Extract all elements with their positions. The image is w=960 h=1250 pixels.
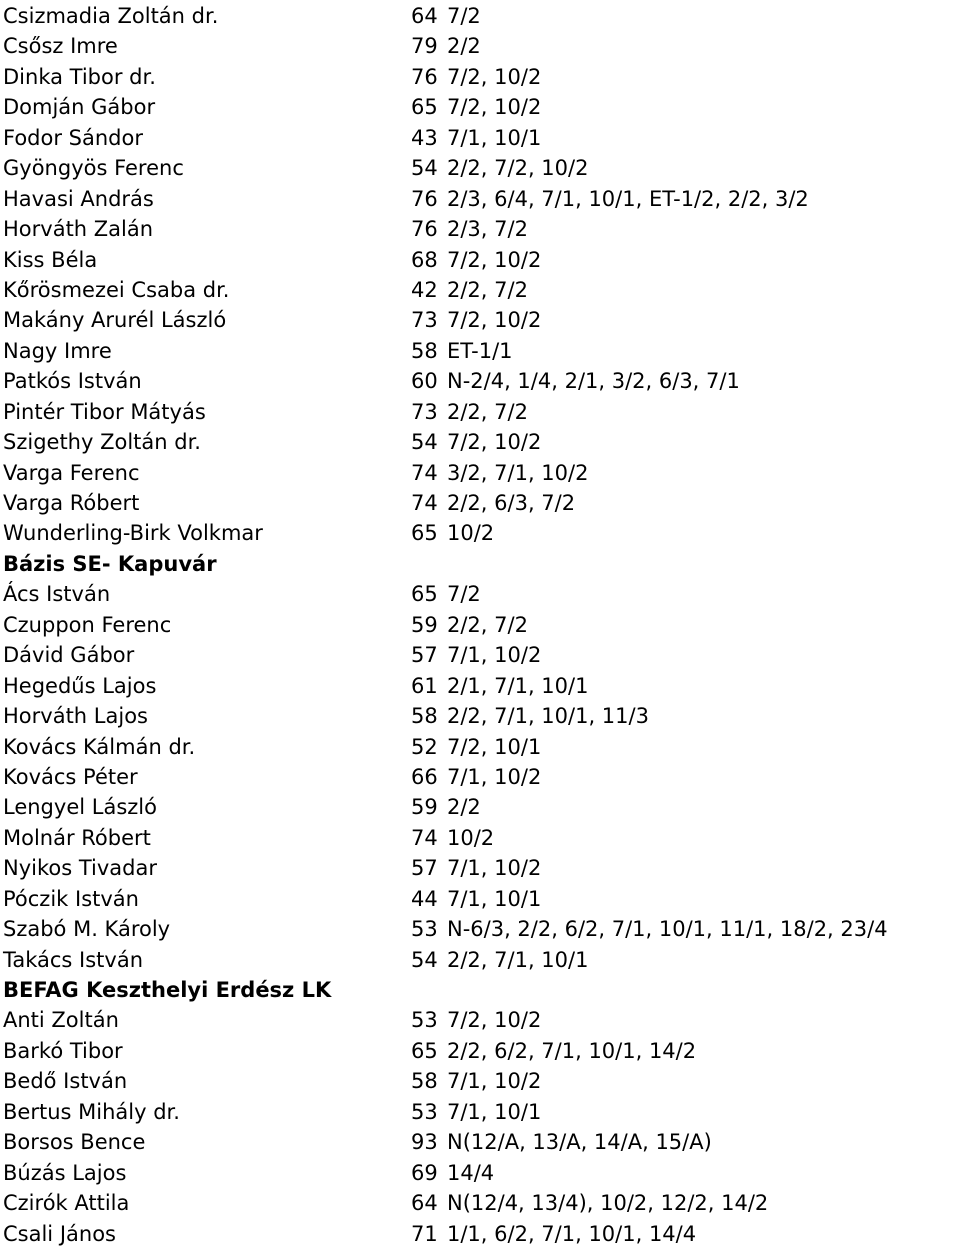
member-name: Dávid Gábor: [3, 643, 135, 668]
member-name: Barkó Tibor: [3, 1038, 123, 1063]
member-name: Makány Arurél László: [3, 308, 227, 333]
member-row: [3, 853, 958, 883]
member-age: 74: [411, 491, 438, 515]
member-age: 61: [411, 673, 438, 698]
member-name: Domján Gábor: [3, 95, 156, 120]
member-codes: 7/1, 10/2: [447, 856, 542, 881]
member-name: Kovács Péter: [3, 764, 138, 789]
member-codes: 7/2, 10/2: [447, 95, 542, 120]
member-name: Csali János: [3, 1221, 116, 1246]
member-age: 66: [411, 764, 438, 789]
member-age: 54: [411, 430, 438, 455]
member-codes: 7/2, 10/2: [447, 1008, 542, 1033]
member-row: [3, 214, 958, 244]
member-codes: 7/2, 10/2: [447, 430, 542, 455]
member-row: [3, 884, 958, 914]
member-age: 60: [411, 369, 438, 394]
member-codes: 2/2, 7/2: [447, 399, 528, 424]
member-codes: 7/2, 10/2: [447, 308, 542, 333]
member-row: [3, 1066, 958, 1096]
member-row: [3, 1097, 958, 1127]
member-name: Csizmadia Zoltán dr.: [3, 4, 219, 28]
member-row: [3, 184, 958, 214]
member-codes: 1/1, 6/2, 7/1, 10/1, 14/4: [447, 1221, 697, 1246]
member-age: 93: [411, 1130, 438, 1155]
member-name: Kiss Béla: [3, 247, 98, 272]
member-age: 76: [411, 64, 438, 89]
member-age: 73: [411, 399, 438, 424]
member-age: 44: [411, 886, 438, 911]
member-name: Takács István: [3, 947, 144, 972]
member-age: 69: [411, 1160, 438, 1185]
member-name: Czuppon Ferenc: [3, 612, 172, 637]
member-codes: 7/1, 10/2: [447, 764, 542, 789]
member-codes: 2/2, 6/2, 7/1, 10/1, 14/2: [447, 1038, 697, 1063]
member-age: 58: [411, 338, 438, 363]
member-row: [3, 671, 958, 701]
member-name: Póczik István: [3, 886, 139, 911]
member-codes: 2/2, 7/2: [447, 612, 528, 637]
member-name: Búzás Lajos: [3, 1160, 127, 1185]
member-row: [3, 610, 958, 640]
member-age: 42: [411, 277, 438, 302]
member-age: 65: [411, 95, 438, 120]
member-name: Gyöngyös Ferenc: [3, 156, 184, 181]
member-age: 65: [411, 1038, 438, 1063]
member-row: [3, 1, 958, 31]
member-codes: 7/2: [447, 582, 481, 607]
member-row: [3, 518, 958, 548]
member-codes: ET-1/1: [447, 338, 513, 363]
member-age: 74: [411, 825, 438, 850]
member-row: [3, 458, 958, 488]
member-codes: 7/1, 10/2: [447, 1069, 542, 1094]
member-row: [3, 762, 958, 792]
member-row: [3, 1005, 958, 1035]
member-age: 53: [411, 1099, 438, 1124]
member-age: 68: [411, 247, 438, 272]
member-codes: N-6/3, 2/2, 6/2, 7/1, 10/1, 11/1, 18/2, 23/4: [447, 917, 888, 942]
member-row: [3, 153, 958, 183]
member-codes: 2/3, 6/4, 7/1, 10/1, ET-1/2, 2/2, 3/2: [447, 186, 809, 211]
member-row: [3, 945, 958, 975]
member-name: Varga Ferenc: [3, 460, 140, 485]
member-row: [3, 336, 958, 366]
member-row: [3, 792, 958, 822]
member-name: Czirók Attila: [3, 1191, 130, 1216]
member-name: Nyikos Tivadar: [3, 856, 157, 881]
member-codes: 3/2, 7/1, 10/2: [447, 460, 589, 485]
section-title: Bázis SE- Kapuvár: [3, 551, 217, 576]
member-name: Lengyel László: [3, 795, 157, 820]
member-age: 54: [411, 947, 438, 972]
member-row: [3, 123, 958, 153]
member-row: [3, 1127, 958, 1157]
member-age: 52: [411, 734, 438, 759]
member-name: Horváth Lajos: [3, 704, 148, 729]
member-row: [3, 579, 958, 609]
member-row: [3, 701, 958, 731]
member-row: [3, 31, 958, 61]
member-age: 71: [411, 1221, 438, 1246]
member-row: [3, 823, 958, 853]
member-codes: 2/2, 7/1, 10/1: [447, 947, 589, 972]
member-row: [3, 275, 958, 305]
member-name: Kőrösmezei Csaba dr.: [3, 277, 230, 302]
member-codes: N-2/4, 1/4, 2/1, 3/2, 6/3, 7/1: [447, 369, 740, 394]
member-age: 58: [411, 1069, 438, 1094]
member-row: [3, 1036, 958, 1066]
member-name: Fodor Sándor: [3, 125, 143, 150]
member-row: [3, 732, 958, 762]
member-age: 53: [411, 917, 438, 942]
member-codes: 10/2: [447, 521, 495, 546]
section-header: [3, 549, 958, 579]
member-row: [3, 1158, 958, 1188]
member-codes: 2/2, 7/1, 10/1, 11/3: [447, 704, 649, 729]
member-codes: 14/4: [447, 1160, 495, 1185]
member-row: [3, 397, 958, 427]
member-name: Borsos Bence: [3, 1130, 146, 1155]
member-name: Varga Róbert: [3, 491, 140, 515]
document-page: [3, 1, 958, 1249]
member-codes: 10/2: [447, 825, 495, 850]
member-codes: 2/2, 7/2: [447, 277, 528, 302]
member-codes: 2/1, 7/1, 10/1: [447, 673, 589, 698]
member-row: [3, 1219, 958, 1249]
member-row: [3, 488, 958, 518]
member-age: 59: [411, 795, 438, 820]
member-row: [3, 62, 958, 92]
member-age: 74: [411, 460, 438, 485]
member-age: 73: [411, 308, 438, 333]
member-name: Wunderling-Birk Volkmar: [3, 521, 263, 546]
member-age: 64: [411, 1191, 438, 1216]
member-age: 53: [411, 1008, 438, 1033]
member-name: Csősz Imre: [3, 34, 118, 59]
member-name: Dinka Tibor dr.: [3, 64, 156, 89]
member-name: Nagy Imre: [3, 338, 112, 363]
member-age: 76: [411, 217, 438, 242]
member-age: 65: [411, 521, 438, 546]
member-codes: 2/2, 6/3, 7/2: [447, 491, 576, 515]
member-codes: 7/1, 10/1: [447, 886, 542, 911]
member-name: Bedő István: [3, 1069, 128, 1094]
member-row: [3, 366, 958, 396]
member-codes: 7/1, 10/2: [447, 643, 542, 668]
member-row: [3, 427, 958, 457]
member-name: Anti Zoltán: [3, 1008, 119, 1033]
member-name: Molnár Róbert: [3, 825, 151, 850]
section-title: BEFAG Keszthelyi Erdész LK: [3, 978, 332, 1002]
member-name: Pintér Tibor Mátyás: [3, 399, 206, 424]
member-name: Szabó M. Károly: [3, 917, 171, 942]
member-row: [3, 245, 958, 275]
member-codes: 2/3, 7/2: [447, 217, 528, 242]
member-row: [3, 914, 958, 944]
member-codes: 2/2: [447, 795, 481, 820]
member-row: [3, 305, 958, 335]
member-row: [3, 92, 958, 122]
member-row: [3, 1188, 958, 1218]
member-codes: 7/2, 10/1: [447, 734, 542, 759]
member-age: 65: [411, 582, 438, 607]
member-age: 57: [411, 856, 438, 881]
member-age: 76: [411, 186, 438, 211]
member-name: Kovács Kálmán dr.: [3, 734, 196, 759]
member-codes: 7/2, 10/2: [447, 64, 542, 89]
member-name: Szigethy Zoltán dr.: [3, 430, 201, 455]
member-codes: 7/2: [447, 4, 481, 28]
member-codes: 2/2: [447, 34, 481, 59]
member-name: Ács István: [3, 582, 111, 607]
member-age: 54: [411, 156, 438, 181]
member-age: 64: [411, 4, 438, 28]
member-name: Bertus Mihály dr.: [3, 1099, 180, 1124]
member-codes: 7/1, 10/1: [447, 125, 542, 150]
member-row: [3, 640, 958, 670]
member-age: 79: [411, 34, 438, 59]
member-name: Patkós István: [3, 369, 142, 394]
member-age: 43: [411, 125, 438, 150]
member-age: 57: [411, 643, 438, 668]
member-codes: N(12/4, 13/4), 10/2, 12/2, 14/2: [447, 1191, 769, 1216]
member-codes: 7/2, 10/2: [447, 247, 542, 272]
member-name: Hegedűs Lajos: [3, 673, 157, 698]
member-age: 59: [411, 612, 438, 637]
member-codes: 7/1, 10/1: [447, 1099, 542, 1124]
member-age: 58: [411, 704, 438, 729]
member-codes: N(12/A, 13/A, 14/A, 15/A): [447, 1130, 712, 1155]
member-codes: 2/2, 7/2, 10/2: [447, 156, 589, 181]
section-header: [3, 975, 958, 1005]
member-name: Havasi András: [3, 186, 154, 211]
member-name: Horváth Zalán: [3, 217, 154, 242]
